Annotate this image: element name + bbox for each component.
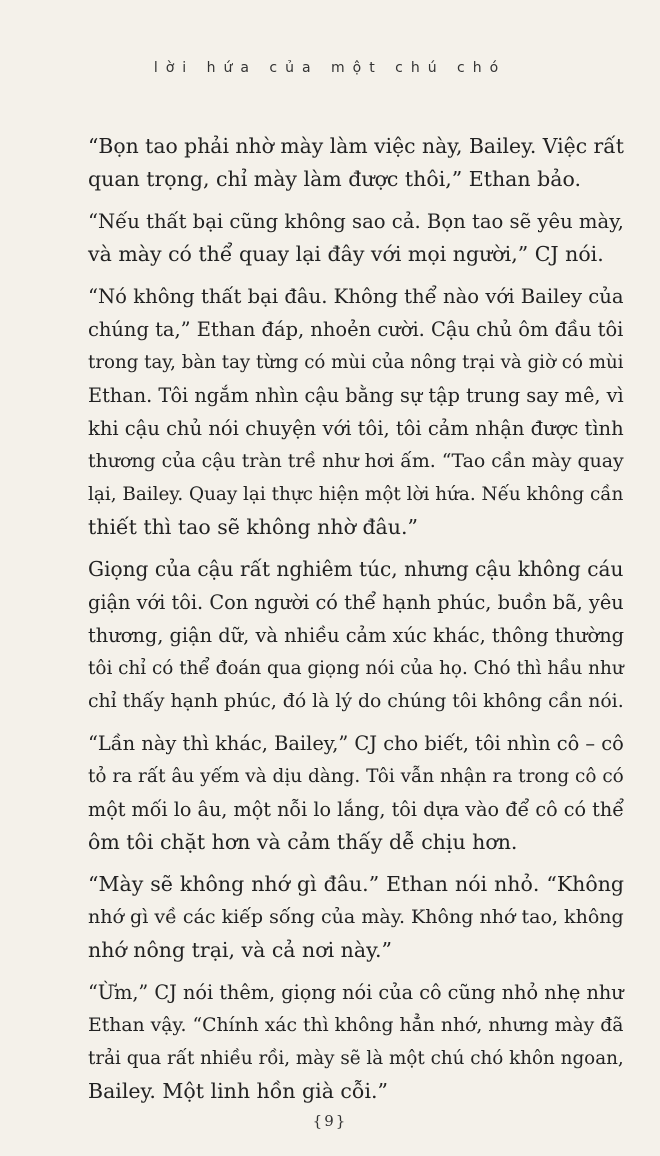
text-line: “Lần này thì khác, Bailey,” CJ cho biết, tôi nhìn cô – cô xyxy=(88,732,624,755)
text-line: ôm tôi chặt hơn và cảm thấy dễ chịu hơn. xyxy=(88,830,518,854)
paragraph xyxy=(88,553,624,718)
text-line: nhớ gì về các kiếp sống của mày. Không nhớ tao, không xyxy=(88,906,624,928)
text-line: thiết thì tao sẽ không nhờ đâu.” xyxy=(88,515,418,539)
text-line: chúng ta,” Ethan đáp, nhoẻn cười. Cậu chủ ôm đầu tôi xyxy=(88,318,624,341)
text-line: nhớ nông trại, và cả nơi này.” xyxy=(88,938,392,962)
text-line: thương của cậu tràn trề như hơi ấm. “Tao cần mày quay xyxy=(88,450,624,472)
text-line: thương, giận dữ, và nhiều cảm xúc khác, thông thường xyxy=(88,624,625,647)
paragraph xyxy=(88,868,624,967)
paragraph xyxy=(88,976,624,1108)
text-line: Ethan. Tôi ngắm nhìn cậu bằng sự tập trung say mê, vì xyxy=(88,384,624,407)
paragraph xyxy=(88,205,624,271)
text-line: lại, Bailey. Quay lại thực hiện một lời hứa. Nếu không cần xyxy=(88,484,624,505)
text-line: Ethan vậy. “Chính xác thì không hẳn nhớ, nhưng mày đã xyxy=(88,1015,624,1036)
text-line: tỏ ra rất âu yếm và dịu dàng. Tôi vẫn nhận ra trong cô có xyxy=(88,766,624,787)
running-header: lời hứa của một chú chó xyxy=(153,60,507,76)
paragraph xyxy=(88,130,624,196)
text-line: Bailey. Một linh hồn già cỗi.” xyxy=(88,1079,389,1103)
body-text xyxy=(88,130,624,1117)
text-line: một mối lo âu, một nỗi lo lắng, tôi dựa vào để cô có thể xyxy=(88,798,625,821)
paragraph xyxy=(88,280,624,544)
text-line: “Ừm,” CJ nói thêm, giọng nói của cô cũng nhỏ nhẹ như xyxy=(88,981,624,1004)
text-line: “Nếu thất bại cũng không sao cả. Bọn tao sẽ yêu mày, xyxy=(88,210,624,233)
text-line: “Nó không thất bại đâu. Không thể nào với Bailey của xyxy=(88,285,624,308)
text-line: “Mày sẽ không nhớ gì đâu.” Ethan nói nhỏ. “Không xyxy=(88,872,625,896)
text-line: khi cậu chủ nói chuyện với tôi, tôi cảm nhận được tình xyxy=(88,417,624,440)
text-line: giận với tôi. Con người có thể hạnh phúc, buồn bã, yêu xyxy=(88,591,624,614)
text-line: chỉ thấy hạnh phúc, đó là lý do chúng tôi không cần nói. xyxy=(88,691,624,712)
text-line: tôi chỉ có thể đoán qua giọng nói của họ. Chó thì hầu như xyxy=(88,658,624,679)
page-number: {9} xyxy=(312,1112,348,1130)
text-line: trải qua rất nhiều rồi, mày sẽ là một chú chó khôn ngoan, xyxy=(88,1048,624,1069)
paragraph xyxy=(88,727,624,859)
text-line: “Bọn tao phải nhờ mày làm việc này, Bailey. Việc rất xyxy=(88,134,624,158)
text-line: quan trọng, chỉ mày làm được thôi,” Ethan bảo. xyxy=(88,167,581,191)
text-line: trong tay, bàn tay từng có mùi của nông trại và giờ có mùi xyxy=(88,352,624,373)
text-line: và mày có thể quay lại đây với mọi người,” CJ nói. xyxy=(88,242,604,266)
text-line: Giọng của cậu rất nghiêm túc, nhưng cậu không cáu xyxy=(88,557,624,581)
